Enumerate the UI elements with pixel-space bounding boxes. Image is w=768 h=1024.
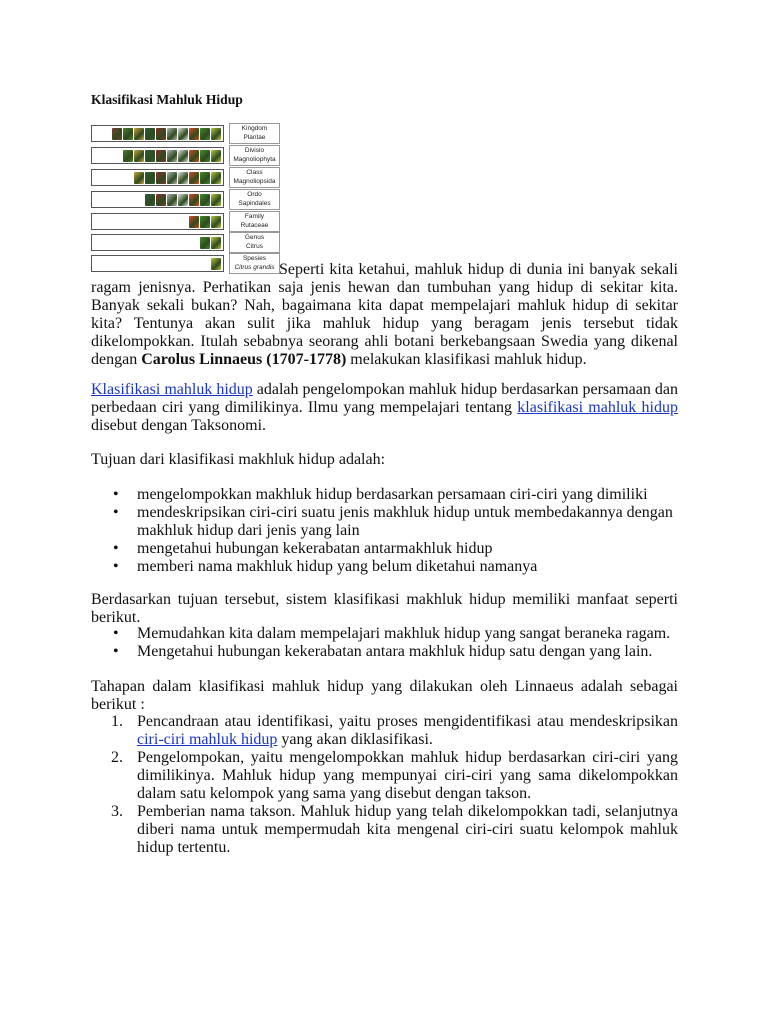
list-item: • Memudahkan kita dalam mempelajari makhluk hidup yang sangat beraneka ragam. [91,625,678,643]
benefit-list [91,625,678,661]
intro-paragraph [91,261,678,369]
step-text-after: yang akan diklasifikasi. [277,731,433,748]
klasifikasi-link-1[interactable]: Klasifikasi mahluk hidup [91,381,253,398]
list-item [91,803,678,857]
organism-thumbnail [211,150,221,162]
taxonomy-rank: Spesies [242,255,267,262]
organism-thumbnail [134,128,144,140]
steps-intro: Tahapan dalam klasifikasi mahluk hidup yang dilakukan oleh Linnaeus adalah sebagai berikut : [91,678,678,713]
organism-thumbnail [189,194,199,206]
organism-thumbnail [123,128,133,140]
organism-thumbnail [211,172,221,184]
organism-thumbnail [178,172,188,184]
organism-thumbnail [200,237,210,249]
step-text: Pemberian nama takson. Mahluk hidup yang telah dikelompokkan tadi, selanjutnya diberi nama untuk mempermudah kita mengenal ciri-ciri suatu kelompok mahluk hidup tertentu. [137,803,678,856]
organism-thumbnail [167,150,177,162]
organism-thumbnail [211,237,221,249]
taxonomy-image-strip [91,147,224,164]
step-number: 1. [111,713,123,730]
purpose-intro: Tujuan dari klasifikasi makhluk hidup adalah: [91,451,386,468]
organism-thumbnail [178,128,188,140]
organism-thumbnail [112,128,122,140]
organism-thumbnail [167,128,177,140]
list-item: • mengetahui hubungan kekerabatan antarmakhluk hidup [91,540,678,558]
organism-thumbnail [200,172,210,184]
organism-thumbnail [189,216,199,228]
taxonomy-image-strip [91,191,224,208]
taxonomy-name: Rutaceae [240,221,269,229]
organism-thumbnail [178,150,188,162]
taxonomy-label [229,123,280,144]
organism-thumbnail [211,216,221,228]
definition-text-2: disebut dengan Taksonomi. [91,417,267,434]
step-text: Pencandraan atau identifikasi, yaitu proses mengidentifikasi atau mendeskripsikan [137,713,678,730]
taxonomy-name: Citrus grandis [234,263,275,271]
organism-thumbnail [189,150,199,162]
taxonomy-name: Plantae [243,133,266,141]
ciri-ciri-link[interactable]: ciri-ciri mahluk hidup [137,731,278,748]
organism-thumbnail [134,172,144,184]
organism-thumbnail [167,172,177,184]
taxonomy-label [229,211,280,232]
list-item: • Mengetahui hubungan kekerabatan antara makhluk hidup satu dengan yang lain. [91,643,678,661]
benefit-intro: Berdasarkan tujuan tersebut, sistem klasifikasi makhluk hidup memiliki manfaat seperti berikut. [91,591,678,626]
taxonomy-name: Magnoliopsida [233,177,276,185]
taxonomy-rank: Genus [244,234,265,241]
step-number: 2. [111,749,123,766]
organism-thumbnail [189,172,199,184]
organism-thumbnail [200,216,210,228]
taxonomy-rank: Kingdom [241,125,268,132]
steps-list [91,713,678,857]
list-item [91,713,678,749]
list-item [91,749,678,803]
taxonomy-rank: Family [244,213,265,220]
purpose-list [91,486,678,576]
taxonomy-image-strip [91,169,224,186]
taxonomy-image-strip [91,213,224,230]
taxonomy-label [229,145,280,166]
taxonomy-name: Sapindales [238,199,271,207]
organism-thumbnail [200,150,210,162]
taxonomy-rank: Ordo [247,191,262,198]
klasifikasi-link-2[interactable]: klasifikasi mahluk hidup [517,399,678,416]
organism-thumbnail [145,128,155,140]
taxonomy-name: Magnoliophyta [233,155,276,163]
taxonomy-image-strip [91,234,224,251]
organism-thumbnail [156,150,166,162]
organism-thumbnail [134,150,144,162]
taxonomy-name: Citrus [246,242,263,250]
taxonomy-label [229,167,280,188]
step-text: Pengelompokan, yaitu mengelompokkan mahluk hidup berdasarkan ciri-ciri yang dimilikinya. Mahluk hidup yang mempunyai ciri-ciri yang sama dikelompokkan dalam satu kelompok yang sama yang disebut dengan takson. [137,749,678,802]
definition-paragraph [91,381,678,435]
linnaeus-name: Carolus Linnaeus (1707-1778) [141,351,347,368]
list-item: • mendeskripsikan ciri-ciri suatu jenis makhluk hidup untuk membedakannya dengan makhluk hidup dari jenis yang lain [91,504,678,540]
taxonomy-label [229,189,280,210]
organism-thumbnail [178,194,188,206]
organism-thumbnail [167,194,177,206]
organism-thumbnail [200,128,210,140]
organism-thumbnail [123,150,133,162]
organism-thumbnail [145,172,155,184]
organism-thumbnail [156,194,166,206]
taxonomy-label [229,232,280,253]
organism-thumbnail [189,128,199,140]
taxonomy-image-strip [91,125,224,142]
intro-text-before: Seperti kita ketahui, mahluk hidup di dunia ini banyak sekali ragam jenisnya. Perhatikan saja jenis hewan dan tumbuhan yang hidup di sekitar kita. Banyak sekali bukan? Nah, bagaimana kita dapat mempelajari mahluk hidup di sekitar kita? Tentunya akan sulit jika mahluk hidup yang beragam jenis tersebut tidak dikelompokkan. Itulah sebabnya seorang ahli botani berkebangsaan Swedia yang dikenal dengan [91,261,678,368]
taxonomy-rank: Divisio [244,147,265,154]
definition-text-1: adalah pengelompokan mahluk hidup berdasarkan persamaan dan perbedaan ciri yang dimilikinya. Ilmu yang mempelajari tentang [91,381,678,416]
organism-thumbnail [211,194,221,206]
organism-thumbnail [145,194,155,206]
organism-thumbnail [211,128,221,140]
organism-thumbnail [200,194,210,206]
organism-thumbnail [145,150,155,162]
list-item: • mengelompokkan makhluk hidup berdasarkan persamaan ciri-ciri yang dimiliki [91,486,678,504]
intro-text-after: melakukan klasifikasi mahluk hidup. [346,351,587,368]
organism-thumbnail [156,128,166,140]
list-item: • memberi nama makhluk hidup yang belum diketahui namanya [91,558,678,576]
organism-thumbnail [156,172,166,184]
page-title: Klasifikasi Mahluk Hidup [91,92,243,107]
step-number: 3. [111,803,123,820]
taxonomy-rank: Class [246,169,263,176]
